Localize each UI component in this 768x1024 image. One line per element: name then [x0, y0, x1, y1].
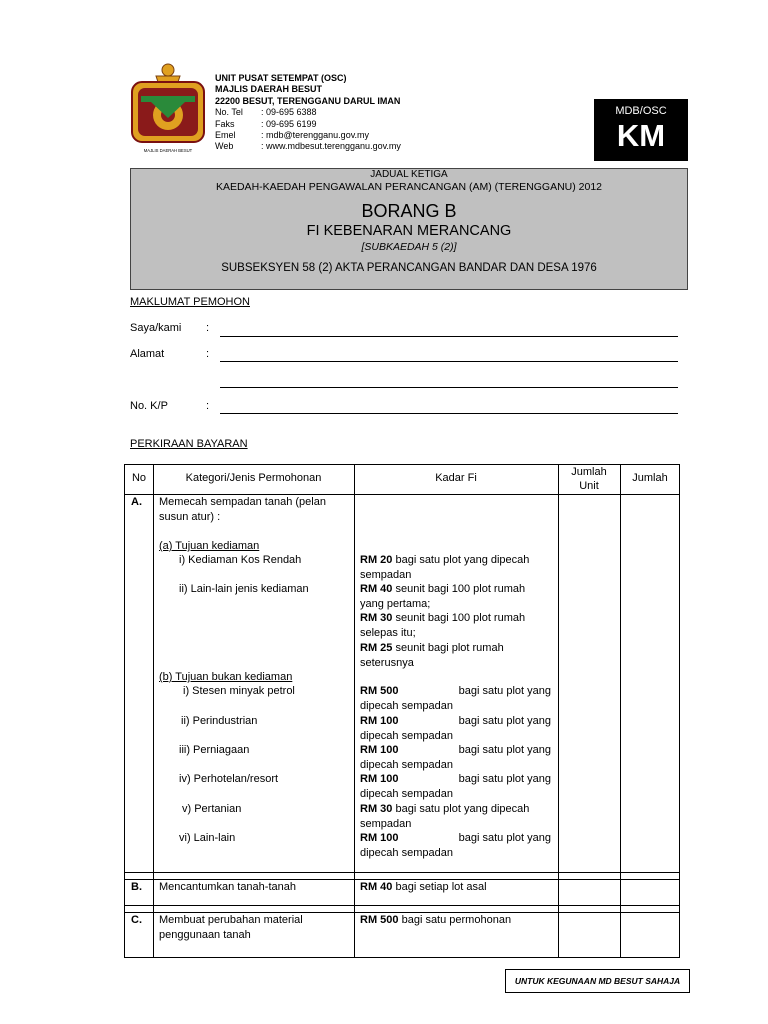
item-b-i: i) Stesen minyak petrol	[183, 685, 295, 697]
subject-title: FI KEBENARAN MERANCANG	[306, 223, 512, 239]
section-b-no: B.	[131, 881, 142, 893]
item-b-iii: iii) Perniagaan	[179, 744, 250, 756]
contact-web: Web : www.mdbesut.terengganu.gov.my	[215, 141, 401, 152]
fee-a-3: RM 30 seunit bagi 100 plot rumah selepas itu;	[360, 612, 526, 639]
fee-b-5: RM 30 bagi satu plot yang dipecah sempadan	[360, 803, 530, 830]
council-logo	[129, 60, 207, 158]
act-reference: SUBSEKSYEN 58 (2) AKTA PERANCANGAN BANDAR DAN DESA 1976	[221, 262, 597, 274]
address-field-line-1[interactable]	[220, 361, 678, 362]
group-b-heading: (b) Tujuan bukan kediaman	[159, 671, 293, 683]
name-field[interactable]	[220, 336, 678, 337]
address-label: Alamat	[130, 348, 165, 360]
contact-tel: No. Tel : 09-695 6388	[215, 107, 317, 118]
item-b-v: v) Pertanian	[182, 803, 242, 815]
title-box	[130, 168, 688, 290]
col-no: No	[131, 472, 147, 484]
item-b-vi: vi) Lain-lain	[179, 832, 236, 844]
ic-field[interactable]	[220, 413, 678, 414]
fee-b-1: RM 500 bagi satu plot yang dipecah sempadan	[360, 685, 551, 712]
ic-label: No. K/P	[130, 400, 168, 412]
rules-title: KAEDAH-KAEDAH PENGAWALAN PERANCANGAN (AM) (TERENGGANU) 2012	[215, 181, 603, 193]
fee-a-1: RM 20 bagi satu plot yang dipecah sempadan	[360, 554, 530, 581]
name-label: Saya/kami	[130, 322, 182, 334]
col-rate: Kadar Fi	[435, 472, 477, 484]
office-use-note: UNTUK KEGUNAAN MD BESUT SAHAJA	[505, 969, 690, 993]
subrule: [SUBKAEDAH 5 (2)]	[361, 241, 457, 253]
item-a-ii: ii) Lain-lain jenis kediaman	[179, 583, 309, 595]
group-a-heading: (a) Tujuan kediaman	[159, 540, 260, 552]
logo-caption: MAJLIS DAERAH BESUT	[143, 148, 193, 153]
section-a-no: A.	[131, 496, 142, 508]
fee-a-2: RM 40 seunit bagi 100 plot rumah yang pertama;	[360, 583, 526, 610]
section-c-fee: RM 500 bagi satu permohonan	[360, 914, 512, 926]
section-c-title: Membuat perubahan material penggunaan tanah	[159, 914, 303, 941]
col-category: Kategori/Jenis Permohonan	[185, 472, 322, 484]
ic-colon: :	[206, 400, 210, 412]
fee-b-2: RM 100 bagi satu plot yang dipecah sempadan	[360, 715, 551, 742]
payment-heading: PERKIRAAN BAYARAN	[130, 438, 248, 450]
fee-b-3: RM 100 bagi satu plot yang dipecah sempadan	[360, 744, 551, 771]
section-a-title: Memecah sempadan tanah (pelan susun atur) :	[159, 496, 326, 523]
contact-fax: Faks : 09-695 6199	[215, 118, 317, 129]
contact-email: Emel : mdb@terengganu.gov.my	[215, 130, 370, 141]
fee-b-6: RM 100 bagi satu plot yang dipecah sempadan	[360, 832, 551, 859]
section-c-no: C.	[131, 914, 142, 926]
fee-a-4: RM 25 seunit bagi plot rumah seterusnya	[360, 642, 504, 669]
form-code-big: KM	[616, 118, 666, 153]
item-b-iv: iv) Perhotelan/resort	[179, 773, 279, 785]
name-colon: :	[206, 322, 210, 334]
item-b-ii: ii) Perindustrian	[181, 715, 258, 727]
section-b-fee: RM 40 bagi setiap lot asal	[360, 881, 487, 893]
schedule-title: JADUAL KETIGA	[370, 169, 448, 180]
form-code: MDB/OSC	[615, 105, 667, 117]
form-code-box	[594, 99, 688, 161]
col-units: Jumlah Unit	[571, 466, 607, 492]
applicant-heading: MAKLUMAT PEMOHON	[130, 296, 250, 308]
org-line-1: UNIT PUSAT SETEMPAT (OSC)	[215, 73, 347, 83]
fee-table	[124, 464, 680, 958]
org-line-2: MAJLIS DAERAH BESUT	[215, 84, 323, 95]
item-a-i: i) Kediaman Kos Rendah	[179, 554, 302, 566]
address-field-line-2[interactable]	[220, 387, 678, 388]
fee-b-4: RM 100 bagi satu plot yang dipecah sempadan	[360, 773, 551, 800]
form-title: BORANG B	[361, 201, 457, 221]
address-colon: :	[206, 348, 210, 360]
org-line-3: 22200 BESUT, TERENGGANU DARUL IMAN	[215, 95, 401, 106]
section-b-title: Mencantumkan tanah-tanah	[159, 881, 296, 893]
col-total: Jumlah	[632, 472, 668, 484]
organisation-info	[215, 73, 401, 153]
